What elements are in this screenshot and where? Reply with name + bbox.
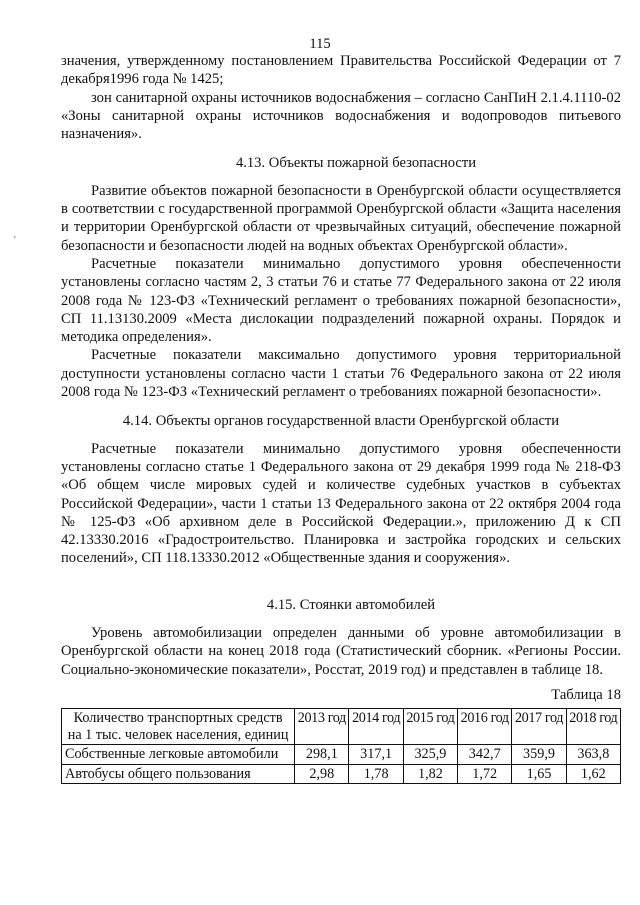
table-header-year: 2013 год [295,709,349,745]
table-cell: 1,72 [458,764,512,784]
table-header-year: 2014 год [349,709,403,745]
table-cell: 1,82 [403,764,457,784]
table-header-year: 2018 год [566,709,620,745]
table-row [62,745,621,765]
table-cell: 298,1 [295,745,349,765]
section-4-13-paragraph-3: Расчетные показатели максимально допустимого уровня территориальной доступности установлены согласно части 1 статьи 76 Федерального закона от 22 июля 2008 года № 123-ФЗ «Технический регламент о требованиях пожарной безопасности». [61,347,621,401]
section-4-14-heading: 4.14. Объекты органов государственной власти Оренбургской области [122,413,560,430]
table-cell: 363,8 [566,745,620,765]
page-body [61,52,621,784]
table-row [62,764,621,784]
row-label: Автобусы общего пользования [62,764,295,784]
margin-mark: ' [14,235,16,246]
section-4-13-paragraph-2: Расчетные показатели минимально допустимого уровня обеспеченности установлены согласно частям 2, 3 статьи 76 и статье 77 Федерального закона от 22 июля 2008 года № 123-ФЗ «Технический регламент о требованиях пожарной безопасности», СП 11.13130.2009 «Места дислокации подразделений пожарной охраны. Порядок и методика определения». [61,255,621,346]
section-4-15-paragraph-1: Уровень автомобилизации определен данными об уровне автомобилизации в Оренбургской области на конец 2018 года (Статистический сборник. «Регионы России. Социально-экономические показатели», Росстат, 2019 год) и представлен в таблице 18. [61,625,621,678]
table-caption: Таблица 18 [551,686,621,703]
table-header-year: 2015 год [403,709,457,745]
table-cell: 342,7 [458,745,512,765]
table-cell: 1,78 [349,764,403,784]
section-4-13-heading: 4.13. Объекты пожарной безопасности [235,155,477,172]
table-cell: 1,65 [512,764,566,784]
table-header-row [62,709,621,745]
page-number: 115 [309,36,331,52]
intro-paragraph: значения, утвержденному постановлением Правительства Российской Федерации от 7 декабря1996 года № 1425; [61,53,621,88]
section-4-13-paragraph-1: Развитие объектов пожарной безопасности в Оренбургской области осуществляется в соответствии с государственной программой Оренбургской области «Защита населения и территории Оренбургской области от чрезвычайных ситуаций, обеспечение пожарной безопасности и безопасности людей на водных объектах Оренбургской области». [61,182,621,254]
zone-paragraph: зон санитарной охраны источников водоснабжения – согласно СанПиН 2.1.4.1110-02 «Зоны санитарной охраны источников водоснабжения и водопроводов питьевого назначения». [61,89,621,143]
section-4-15-heading: 4.15. Стоянки автомобилей [266,596,436,613]
table-cell: 325,9 [403,745,457,765]
table-cell: 2,98 [295,764,349,784]
section-4-14-paragraph-1: Расчетные показатели минимально допустимого уровня обеспеченности установлены согласно статье 1 Федерального закона от 29 декабря 1999 года № 218-ФЗ «Об общем числе мировых судей и количестве судебных участков в субъектах Российской Федерации», части 1 статьи 13 Федерального закона от 22 октября 2004 года № 125-ФЗ «Об архивном деле в Российской Федерации.», приложению Д к СП 42.13330.2016 «Градостроительство. Планировка и застройка городских и сельских поселений», СП 118.13330.2012 «Общественные здания и сооружения». [61,440,621,567]
row-label: Собственные легковые автомобили [62,745,295,765]
table-header-year: 2017 год [512,709,566,745]
table-header-label: Количество транспортных средств на 1 тыс. человек населения, единиц [62,709,295,745]
table-cell: 359,9 [512,745,566,765]
table-cell: 317,1 [349,745,403,765]
vehicles-table [61,708,621,784]
table-header-year: 2016 год [458,709,512,745]
table-cell: 1,62 [566,764,620,784]
